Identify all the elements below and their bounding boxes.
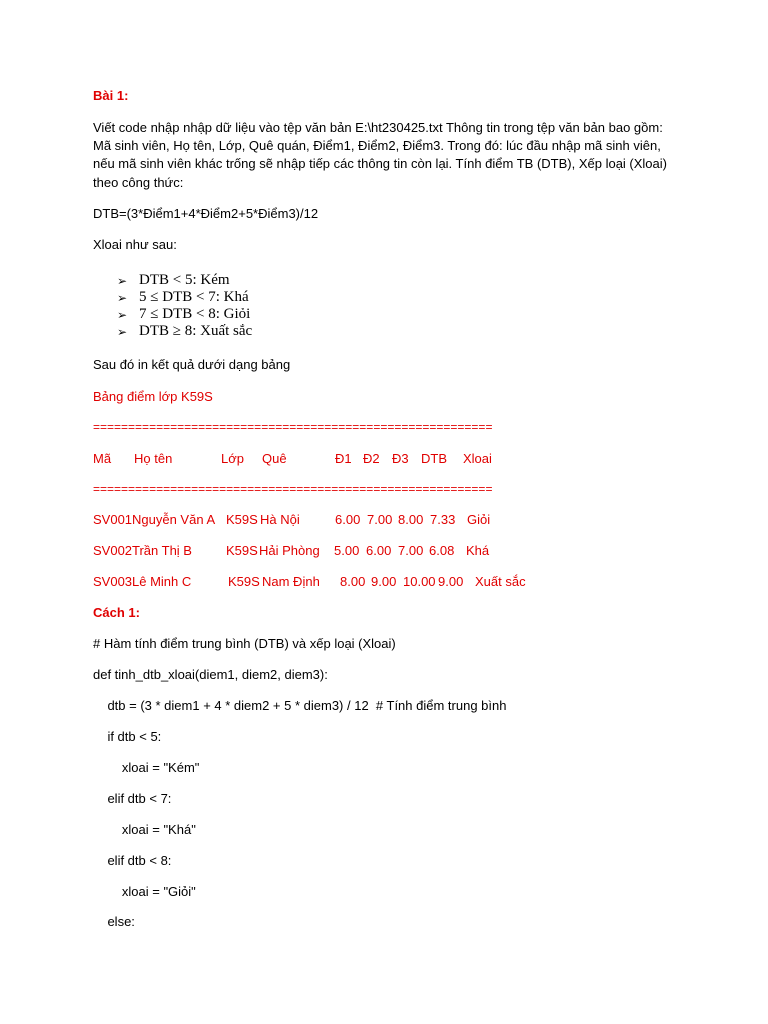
cell-d1: 5.00 (334, 543, 360, 558)
code-line: xloai = "Khá" (93, 822, 196, 837)
cell-d2: 6.00 (366, 543, 392, 558)
description-line-2: Mã sinh viên, Họ tên, Lớp, Quê quán, Điểm1, Điểm2, Điểm3. Trong đó: lúc đầu nhập mã sinh viên, (93, 138, 661, 153)
code-line: xloai = "Giỏi" (93, 884, 196, 899)
cell-ma: SV001 (93, 512, 133, 527)
code-line: if dtb < 5: (93, 729, 162, 744)
header-d2: Đ2 (363, 451, 380, 466)
code-line: dtb = (3 * diem1 + 4 * diem2 + 5 * diem3) / 12 # Tính điểm trung bình (93, 698, 507, 713)
bullet-arrow-icon: ➢ (117, 308, 128, 322)
cell-d3: 8.00 (398, 512, 424, 527)
header-xloai: Xloai (463, 451, 492, 466)
cell-xloai: Khá (466, 543, 490, 558)
cell-lop: K59S (226, 543, 258, 558)
table-title: Bảng điểm lớp K59S (93, 389, 213, 404)
header-dtb: DTB (421, 451, 447, 466)
bullet-text: DTB < 5: Kém (139, 272, 230, 288)
cell-d3: 7.00 (398, 543, 424, 558)
header-d3: Đ3 (392, 451, 409, 466)
cell-xloai: Giỏi (467, 512, 491, 527)
header-ma: Mã (93, 451, 112, 466)
bullet-arrow-icon: ➢ (117, 291, 128, 305)
cell-xloai: Xuất sắc (475, 574, 526, 589)
cell-ho-ten: Trần Thị B (132, 543, 192, 558)
cell-ma: SV003 (93, 574, 133, 589)
bullet-text: 5 ≤ DTB < 7: Khá (139, 289, 249, 305)
cell-lop: K59S (228, 574, 260, 589)
code-line: elif dtb < 8: (93, 853, 172, 868)
formula-text: DTB=(3*Điểm1+4*Điểm2+5*Điểm3)/12 (93, 206, 319, 221)
cell-d1: 8.00 (340, 574, 366, 589)
table-separator-top: ========================================================= (93, 420, 493, 434)
header-que: Quê (262, 451, 287, 466)
cell-d3: 10.00 (403, 574, 436, 589)
method-heading: Cách 1: (93, 605, 140, 620)
description-line-3: nếu mã sinh viên khác trống sẽ nhập tiếp các thông tin còn lại. Tính điểm TB (DTB), Xếp loại (Xloai) (93, 156, 667, 171)
cell-dtb: 6.08 (429, 543, 455, 558)
header-lop: Lớp (221, 451, 244, 466)
cell-que: Hà Nội (260, 512, 300, 527)
cell-d2: 9.00 (371, 574, 397, 589)
cell-ma: SV002 (93, 543, 133, 558)
cell-ho-ten: Lê Minh C (132, 574, 192, 589)
description-line-1: Viết code nhập nhập dữ liệu vào tệp văn bản E:\ht230425.txt Thông tin trong tệp văn bản bao gồm: (93, 120, 663, 135)
table-separator-bottom: ========================================================= (93, 482, 493, 496)
cell-ho-ten: Nguyễn Văn A (132, 512, 216, 527)
description-line-4: theo công thức: (93, 175, 184, 190)
cell-dtb: 7.33 (430, 512, 456, 527)
print-intro: Sau đó in kết quả dưới dạng bảng (93, 357, 291, 372)
xloai-intro: Xloai như sau: (93, 237, 177, 252)
code-line: elif dtb < 7: (93, 791, 172, 806)
code-line: def tinh_dtb_xloai(diem1, diem2, diem3): (93, 667, 328, 682)
code-line: xloai = "Kém" (93, 760, 200, 775)
bullet-text: DTB ≥ 8: Xuất sắc (139, 323, 253, 339)
cell-que: Nam Định (262, 574, 320, 589)
cell-d1: 6.00 (335, 512, 361, 527)
cell-que: Hải Phòng (259, 543, 320, 558)
code-line: else: (93, 914, 135, 929)
code-line: # Hàm tính điểm trung bình (DTB) và xếp loại (Xloai) (93, 636, 396, 651)
bullet-text: 7 ≤ DTB < 8: Giỏi (139, 306, 251, 322)
bullet-arrow-icon: ➢ (117, 325, 128, 339)
exercise-heading: Bài 1: (93, 88, 129, 103)
cell-dtb: 9.00 (438, 574, 464, 589)
bullet-arrow-icon: ➢ (117, 274, 128, 288)
cell-d2: 7.00 (367, 512, 393, 527)
header-d1: Đ1 (335, 451, 352, 466)
header-ho-ten: Họ tên (134, 451, 173, 466)
cell-lop: K59S (226, 512, 258, 527)
